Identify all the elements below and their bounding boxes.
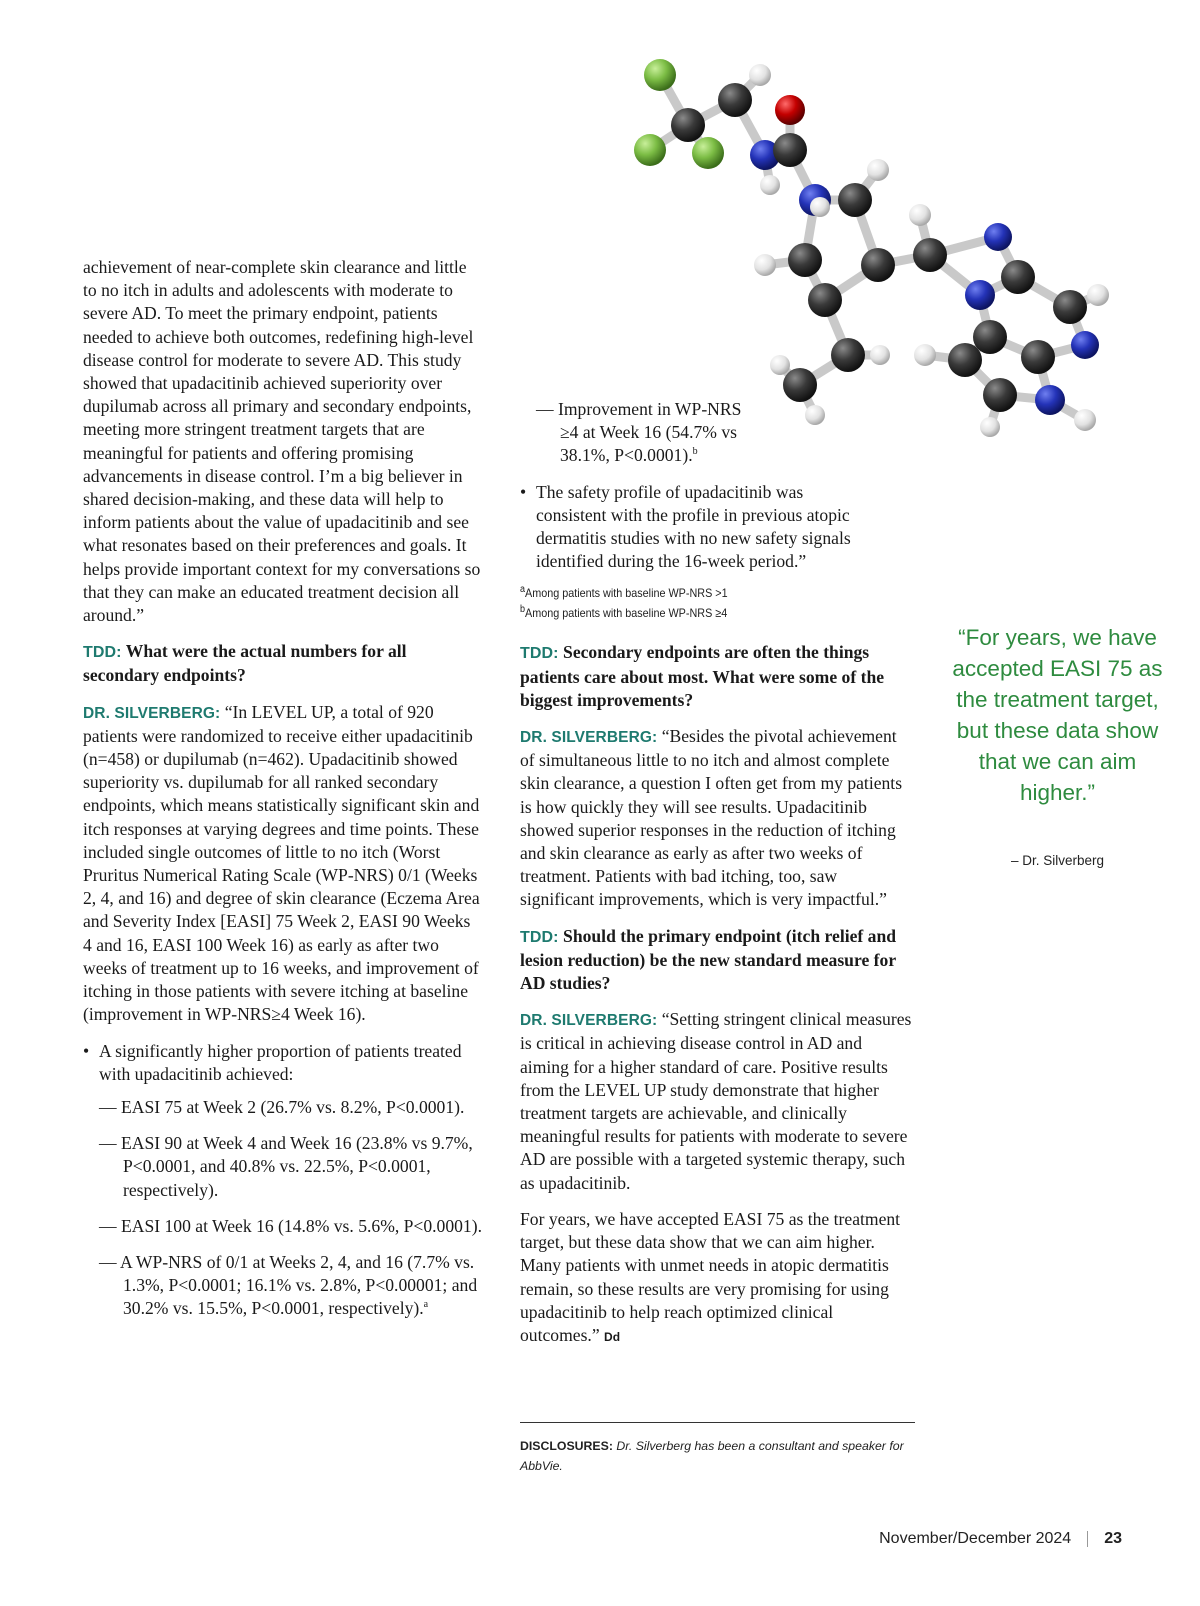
question-3-text: Should the primary endpoint (itch relief and lesion reduction) be the new standard measure for AD studies? bbox=[520, 925, 897, 994]
column-1 bbox=[83, 256, 483, 1334]
page-number: 23 bbox=[1104, 1530, 1122, 1547]
dash-item-easi90: — EASI 90 at Week 4 and Week 16 (23.8% vs 9.7%, P<0.0001, and 40.8% vs. 22.5%, P<0.0001, respectively). bbox=[99, 1133, 473, 1200]
speaker-label: DR. SILVERBERG: bbox=[520, 729, 658, 747]
speaker-label: DR. SILVERBERG: bbox=[520, 1012, 658, 1030]
dash-item-wpnrs bbox=[99, 1251, 483, 1321]
final-paragraph-text: For years, we have accepted EASI 75 as the treatment target, but these data show that we can aim higher. Many patients with unmet needs in atopic dermatitis remain, so these results are very promising for using upadacitinib to help reach optimized clinical outcomes.” bbox=[520, 1208, 901, 1345]
page-footer bbox=[879, 1530, 1122, 1548]
bullet-item: • The safety profile of upadacitinib was consistent with the profile in previous atopic dermatitis studies with no new safety signals identified during the 16-week period.” bbox=[520, 481, 865, 574]
disclosures-label: DISCLOSURES: bbox=[520, 1439, 613, 1453]
bullet-item: • A significantly higher proportion of patients treated with upadacitinib achieved: bbox=[83, 1040, 483, 1086]
molecule-illustration bbox=[630, 55, 1170, 455]
answer-3-text: “Setting stringent clinical measures is critical in achieving disease control in AD and aiming for a higher standard of care. Positive results from the LEVEL UP study demonstrate that higher treatment targets are achievable, and clinically meaningful results for patients with moderate to severe AD are possible with a targeted systemic therapy, such as upadacitinib. bbox=[520, 1009, 912, 1193]
question-2 bbox=[520, 641, 915, 712]
dash-list bbox=[83, 1096, 483, 1321]
interviewer-label: TDD: bbox=[83, 644, 122, 662]
answer-1-text: “In LEVEL UP, a total of 920 patients were randomized to receive either upadacitinib (n=458) or dupilumab (n=462). Upadacitinib showed superiority vs. dupilumab for all ranked secondary endpoints, which means statistically significant skin and itch responses at varying degrees and time points. These included single outcomes of little to no itch (Worst Pruritus Numerical Rating Scale (WP-NRS) 0/1 (Weeks 2, 4, and 16) and degree of skin clearance (Eczema Area and Severity Index [EASI] 75 Week 2, EASI 90 Weeks 4 and 16, EASI 100 Week 16) as early as after two weeks of treatment up to 16 weeks, and improvement of itching in those patients with severe itching at baseline (improvement in WP-NRS≥4 Week 16). bbox=[83, 701, 480, 1025]
disclosures-divider bbox=[520, 1422, 915, 1423]
footnote-b-mark: b bbox=[520, 604, 526, 616]
footnote-b bbox=[520, 603, 876, 623]
dash-item-wpnrs4 bbox=[536, 398, 751, 468]
footnote-a-mark: a bbox=[520, 584, 526, 596]
footnote-b-text: Among patients with baseline WP-NRS ≥4 bbox=[525, 606, 728, 621]
dash-item-wpnrs4-text: — Improvement in WP-NRS ≥4 at Week 16 (54.7% vs 38.1%, P<0.0001). bbox=[536, 399, 742, 466]
footnote-a-text: Among patients with baseline WP-NRS >1 bbox=[525, 586, 728, 601]
speaker-label: DR. SILVERBERG: bbox=[83, 704, 221, 722]
intro-paragraph: achievement of near-complete skin clearance and little to no itch in adults and adolescents with moderate to severe AD. To meet the primary endpoint, patients needed to achieve both outcomes, redefining high-level disease control for moderate to severe AD. This study showed that upadacitinib achieved superiority over dupilumab across all primary and secondary endpoints, meeting more stringent treatment targets that are meaningful for patients and offering promising advancements in disease control. I’m a big believer in shared decision-making, and these data will help to inform patients about the value of upadacitinib and see what resonates based on their preferences and goals. It helps provide important context for my conversations so that they can make an educated treatment decision all around.” bbox=[83, 257, 481, 626]
disclosures-text: Dr. Silverberg has been a consultant and speaker for AbbVie. bbox=[520, 1439, 904, 1473]
dash-list-continued bbox=[520, 398, 751, 468]
pull-quote: “For years, we have accepted EASI 75 as the treatment target, but these data show that we can aim higher.” bbox=[952, 625, 1163, 805]
bullet-list-1 bbox=[83, 1040, 483, 1086]
bullet-list-2 bbox=[520, 481, 865, 574]
interviewer-label: TDD: bbox=[520, 928, 559, 946]
issue-date: November/December 2024 bbox=[879, 1530, 1072, 1547]
answer-3 bbox=[520, 1008, 915, 1195]
dash-item-wpnrs-text: — A WP-NRS of 0/1 at Weeks 2, 4, and 16 (7.7% vs. 1.3%, P<0.0001; 16.1% vs. 2.8%, P<0.00001; and 30.2% vs. 15.5%, P<0.0001, respectively). bbox=[99, 1251, 478, 1319]
question-1 bbox=[83, 640, 483, 687]
answer-2-text: “Besides the pivotal achievement of simultaneous little to no itch and almost complete skin clearance, a question I often get from my patients is how quickly they will see results. Upadacitinib showed superior responses in the reduction of itching and skin clearance as early as after two weeks of treatment. Patients with bad itching, too, saw significant improvements, which is very impactful.” bbox=[520, 726, 903, 910]
interviewer-label: TDD: bbox=[520, 645, 559, 663]
answer-2 bbox=[520, 725, 915, 912]
pull-quote-attribution: – Dr. Silverberg bbox=[1010, 853, 1105, 868]
sign-off-mark: Dd bbox=[604, 1329, 621, 1344]
dash-item-easi75: — EASI 75 at Week 2 (26.7% vs. 8.2%, P<0.0001). bbox=[99, 1096, 465, 1117]
final-paragraph bbox=[520, 1208, 915, 1349]
dash-item-easi100: — EASI 100 at Week 16 (14.8% vs. 5.6%, P<0.0001). bbox=[99, 1215, 482, 1236]
disclosures bbox=[520, 1436, 915, 1476]
footnote-mark: b bbox=[692, 446, 698, 458]
column-2 bbox=[520, 398, 915, 1362]
footer-separator bbox=[1087, 1531, 1088, 1547]
question-3 bbox=[520, 925, 915, 996]
footnote-mark: a bbox=[423, 1299, 429, 1311]
question-2-text: Secondary endpoints are often the things patients care about most. What were some of the biggest improvements? bbox=[520, 642, 885, 710]
question-1-text: What were the actual numbers for all secondary endpoints? bbox=[83, 641, 407, 686]
footnotes bbox=[520, 583, 915, 623]
footnote-a bbox=[520, 583, 876, 603]
answer-1 bbox=[83, 701, 483, 1027]
